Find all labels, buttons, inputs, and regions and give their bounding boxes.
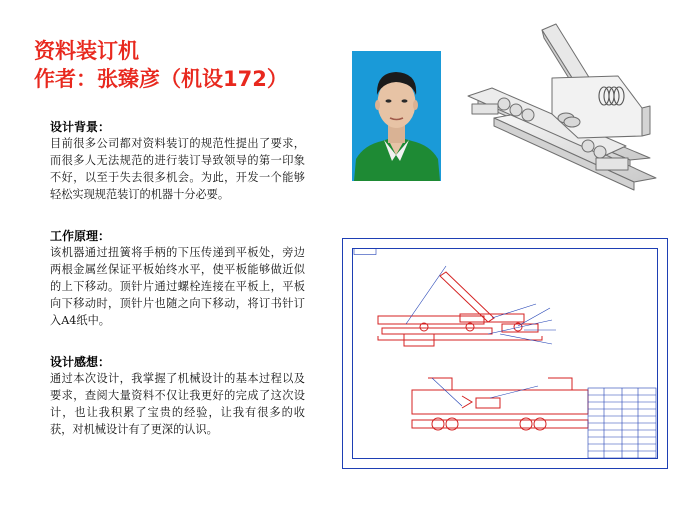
section-working-principle xyxy=(50,228,305,329)
section-heading: 设计感想： xyxy=(50,355,111,369)
author-photo xyxy=(352,51,441,181)
section-body: 通过本次设计，我掌握了机械设计的基本过程以及要求，查阅大量资料不仅让我更好的完成了这次设计，也让我积累了宝贵的经验，让我有很多的收获，对机械设计有了更深的认识。 xyxy=(50,372,305,436)
section-design-thoughts xyxy=(50,354,305,438)
page-title: 资料装订机 xyxy=(34,39,139,63)
section-body: 目前很多公司都对资料装订的规范性提出了要求，而很多人无法规范的进行装订导致领导的第一印象不好，以至于失去很多机会。为此，开发一个能够轻松实现规范装订的机器十分必要。 xyxy=(50,137,305,201)
section-design-background xyxy=(50,119,305,203)
section-body: 该机器通过扭簧将手柄的下压传递到平板处，旁边两根金属丝保证平板始终水平，使平板能够做近似的上下移动。顶针片通过螺栓连接在平板上，平板向下移动时，顶针片也随之向下移动，将订书针订入A4纸中。 xyxy=(50,246,305,327)
section-heading: 工作原理： xyxy=(50,229,111,243)
author-line: 作者：张臻彦（机设172） xyxy=(34,67,288,91)
machine-3d-render xyxy=(458,18,668,198)
engineering-drawing xyxy=(342,238,668,469)
section-heading: 设计背景： xyxy=(50,120,111,134)
